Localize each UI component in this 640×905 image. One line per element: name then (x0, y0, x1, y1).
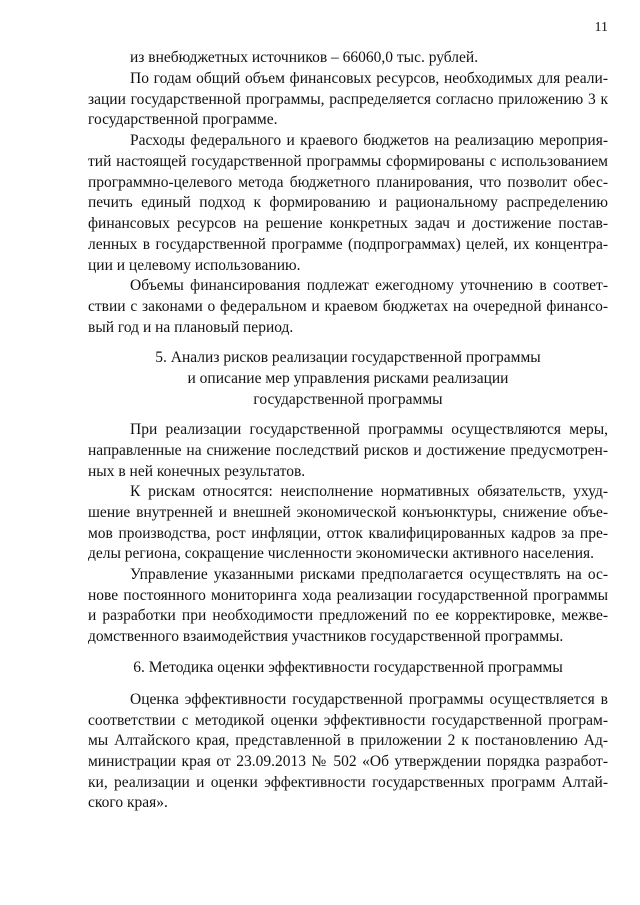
section-heading: и описание мер управления рисками реализации (187, 370, 509, 387)
paragraph-line: министрации края от 23.09.2013 № 502 «Об утверждении порядка разработ- (88, 753, 608, 770)
paragraph-line: и разработки при необходимости предложений по ее корректировке, межве- (88, 607, 608, 624)
paragraph-line: государственной программе. (88, 111, 278, 128)
paragraph-line: Оценка эффективности государственной программы осуществляется в (130, 691, 608, 708)
paragraph-line: При реализации государственной программы осуществляются меры, (130, 421, 608, 438)
paragraph-line: К рискам относятся: неисполнение нормативных обязательств, ухуд- (130, 483, 608, 500)
paragraph-line: По годам общий объем финансовых ресурсов, необходимых для реали- (130, 70, 608, 87)
paragraph-line: мы Алтайского края, представленной в приложении 2 к постановлению Ад- (88, 732, 608, 749)
paragraph-line: Объемы финансирования подлежат ежегодному уточнению в соответ- (130, 277, 608, 294)
paragraph-line: шение внутренней и внешней экономической конъюнктуры, снижение объе- (88, 504, 608, 521)
section-heading: государственной программы (253, 391, 443, 408)
paragraph-line: соответствии с методикой оценки эффективности государственной програм- (88, 712, 608, 729)
paragraph-line: ствии с законами о федеральном и краевом бюджетах на очередной финансо- (88, 298, 608, 315)
paragraph-line: ленных в государственной программе (подпрограммах) целей, их концентра- (88, 236, 608, 253)
paragraph-line: домственного взаимодействия участников государственной программы. (88, 628, 564, 645)
paragraph-line: зации государственной программы, распределяется согласно приложению 3 к (88, 91, 608, 108)
paragraph-line: нове постоянного мониторинга хода реализации государственной программы (88, 587, 608, 604)
section-heading: 5. Анализ рисков реализации государственной программы (155, 349, 541, 366)
paragraph-line: вый год и на плановый период. (88, 319, 294, 336)
paragraph-line: ки, реализации и оценки эффективности государственных программ Алтай- (88, 774, 608, 791)
paragraph-line: программно-целевого метода бюджетного планирования, что позволит обес- (88, 174, 608, 191)
paragraph-line: направленные на снижение последствий рисков и достижение предусмотрен- (88, 442, 608, 459)
section-heading: 6. Методика оценки эффективности государственной программы (133, 659, 563, 676)
paragraph-line: делы региона, сокращение численности экономически активного населения. (88, 545, 595, 562)
page-number: 11 (594, 20, 608, 35)
paragraph-line: финансовых ресурсов на решение конкретных задач и достижение постав- (88, 215, 608, 232)
paragraph-line: ского края». (88, 794, 168, 811)
paragraph-line: тий настоящей государственной программы сформированы с использованием (88, 153, 608, 170)
paragraph-line: ции и целевому использованию. (88, 257, 301, 274)
paragraph-line: мов производства, рост инфляции, отток квалифицированных кадров за пре- (88, 525, 608, 542)
paragraph-line: Расходы федерального и краевого бюджетов на реализацию мероприя- (130, 132, 608, 149)
paragraph-line: ных в ней конечных результатов. (88, 463, 306, 480)
paragraph-line: печить единый подход к формированию и рациональному распределению (88, 194, 608, 211)
paragraph-line: Управление указанными рисками предполагается осуществлять на ос- (130, 566, 608, 583)
paragraph-line: из внебюджетных источников – 66060,0 тыс. рублей. (130, 49, 479, 66)
